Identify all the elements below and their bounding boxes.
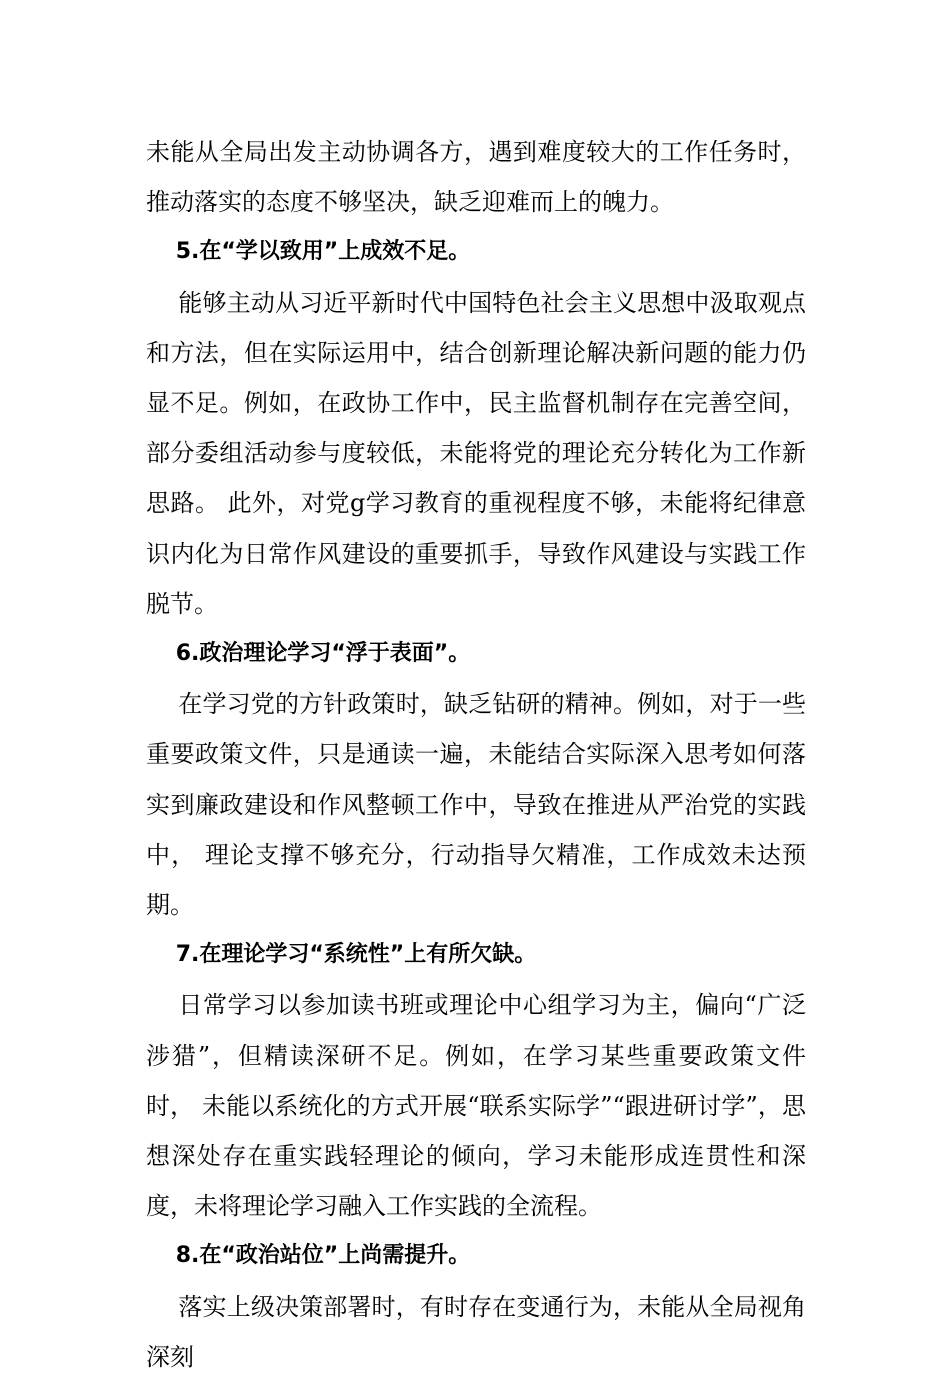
document-page <box>146 127 806 1382</box>
paragraph-continuation: 未能从全局出发主动协调各方，遇到难度较大的工作任务时，推动落实的态度不够坚决，缺乏迎难而上的魄力。 <box>146 138 806 217</box>
paragraph-section-5: 能够主动从习近平新时代中国特色社会主义思想中汲取观点和方法，但在实际运用中，结合创新理论解决新问题的能力仍显不足。例如，在政协工作中，民主监督机制存在完善空间，部分委组活动参与度较低，未能将党的理论充分转化为工作新思路。 此外，对党g学习教育的重视程度不够，未能将纪律意识内化为日常作风建设的重要抓手，导致作风建设与实践工作脱节。 <box>146 288 806 618</box>
paragraph-section-8: 落实上级决策部署时，有时存在变通行为，未能从全局视角深刻 <box>146 1292 806 1371</box>
section-heading-6: 6.政治理论学习“浮于表面”。 <box>175 641 471 667</box>
paragraph-section-7: 日常学习以参加读书班或理论中心组学习为主，偏向“广泛涉猎”，但精读深研不足。例如，在学习某些重要政策文件时， 未能以系统化的方式开展“联系实际学”“跟进研讨学”，思想深处存在重实践轻理论的倾向，学习未能形成连贯性和深度，未将理论学习融入工作实践的全流程。 <box>146 991 806 1221</box>
section-heading-8: 8.在“政治站位”上尚需提升。 <box>175 1243 471 1269</box>
section-heading-7: 7.在理论学习“系统性”上有所欠缺。 <box>175 942 537 968</box>
paragraph-section-6: 在学习党的方针政策时，缺乏钻研的精神。例如，对于一些重要政策文件，只是通读一遍，未能结合实际深入思考如何落实到廉政建设和作风整顿工作中，导致在推进从严治党的实践中， 理论支撑不够充分，行动指导欠精准，工作成效未达预期。 <box>146 690 806 920</box>
section-heading-5: 5.在“学以致用”上成效不足。 <box>175 239 471 265</box>
